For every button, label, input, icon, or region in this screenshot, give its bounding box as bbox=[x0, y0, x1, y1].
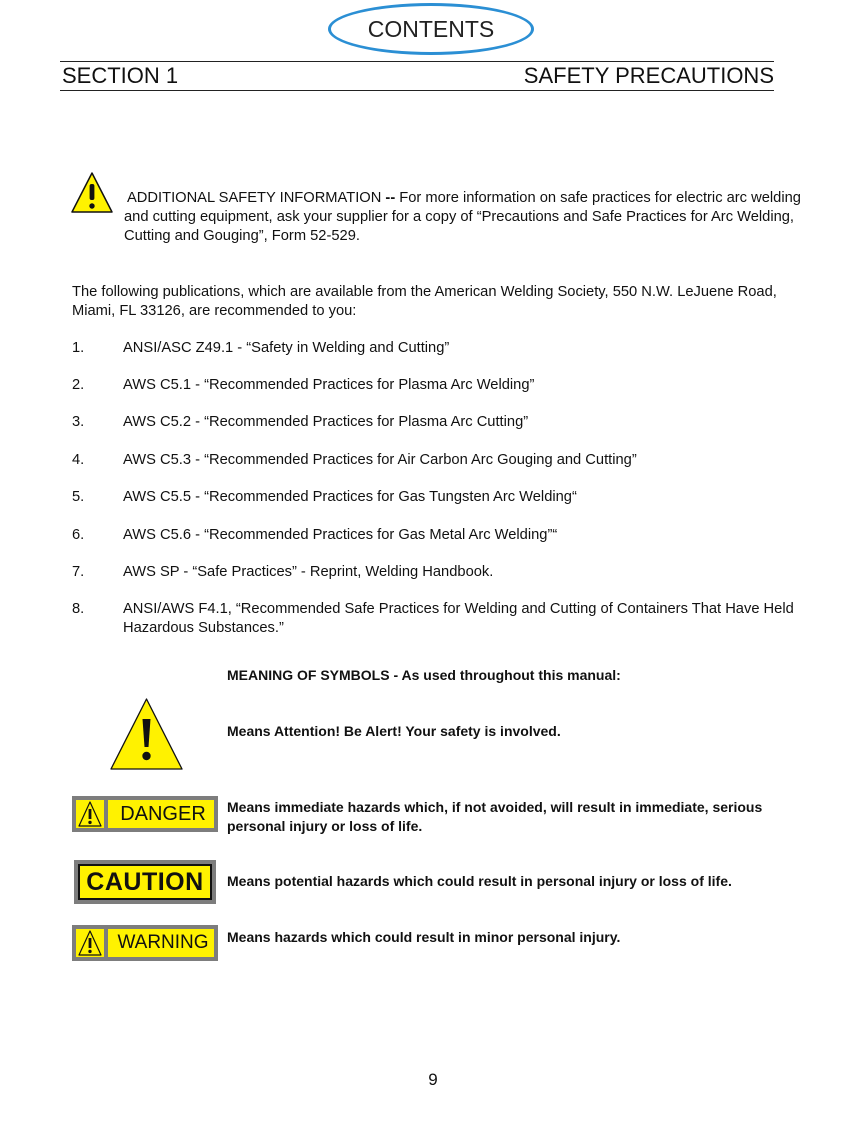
page-number: 9 bbox=[428, 1070, 438, 1089]
warning-sign-divider bbox=[104, 925, 108, 961]
list-item-number: 7. bbox=[72, 564, 85, 580]
header-bottom-rule bbox=[60, 90, 774, 91]
additional-info-lead: ADDITIONAL SAFETY INFORMATION bbox=[127, 190, 382, 206]
list-item-text: AWS SP - “Safe Practices” - Reprint, Welding Handbook. bbox=[123, 564, 494, 580]
section-title: SAFETY PRECAUTIONS bbox=[523, 63, 774, 88]
list-item-text: ANSI/ASC Z49.1 - “Safety in Welding and Cutting” bbox=[123, 340, 450, 356]
list-item-number: 3. bbox=[72, 414, 85, 430]
attention-triangle-icon bbox=[109, 697, 184, 771]
header-top-rule bbox=[60, 61, 774, 62]
section-number: SECTION 1 bbox=[62, 63, 179, 88]
contents-label: CONTENTS bbox=[367, 15, 495, 42]
danger-sign bbox=[72, 796, 218, 832]
list-item-text: AWS C5.6 - “Recommended Practices for Gas Metal Arc Welding”“ bbox=[123, 527, 558, 543]
warning-label: WARNING bbox=[117, 932, 209, 953]
contents-link[interactable] bbox=[328, 3, 534, 55]
list-item-number: 4. bbox=[72, 452, 85, 468]
warning-triangle-small-icon bbox=[78, 930, 102, 956]
danger-sign-divider bbox=[104, 796, 108, 832]
list-item-number: 2. bbox=[72, 377, 85, 393]
list-item-number: 6. bbox=[72, 527, 85, 543]
list-item-number: 1. bbox=[72, 340, 85, 356]
additional-info-body: For more information on safe practices for electric arc welding and cutting equipment, ask your supplier for a copy of “Precautions and Safe Practices for Arc Welding, Cutting and Gouging”, Form 52-529. bbox=[124, 190, 801, 244]
list-item-text: ANSI/AWS F4.1, “Recommended Safe Practices for Welding and Cutting of Containers That Have Held Hazardous Substances.” bbox=[123, 601, 794, 636]
list-item-number: 8. bbox=[72, 601, 85, 617]
list-item-text: AWS C5.2 - “Recommended Practices for Plasma Arc Cutting” bbox=[123, 414, 529, 430]
publications-intro: The following publications, which are available from the American Welding Society, 550 N.W. LeJuene Road, Miami, FL 33126, are recommended to you: bbox=[72, 284, 777, 319]
additional-safety-info bbox=[124, 189, 814, 246]
attention-description: Means Attention! Be Alert! Your safety is involved. bbox=[227, 723, 561, 739]
warning-triangle-icon bbox=[70, 171, 114, 215]
caution-description: Means potential hazards which could result in personal injury or loss of life. bbox=[227, 873, 732, 889]
danger-description: Means immediate hazards which, if not avoided, will result in immediate, serious personal injury or loss of life. bbox=[227, 799, 763, 834]
list-item-text: AWS C5.5 - “Recommended Practices for Gas Tungsten Arc Welding“ bbox=[123, 489, 577, 505]
caution-sign-background bbox=[78, 864, 212, 900]
list-item-text: AWS C5.1 - “Recommended Practices for Plasma Arc Welding” bbox=[123, 377, 535, 393]
list-item-number: 5. bbox=[72, 489, 85, 505]
danger-label: DANGER bbox=[120, 802, 206, 825]
list-item-text: AWS C5.3 - “Recommended Practices for Air Carbon Arc Gouging and Cutting” bbox=[123, 452, 637, 468]
warning-sign bbox=[72, 925, 218, 961]
danger-triangle-icon bbox=[78, 801, 102, 827]
caution-label: CAUTION bbox=[86, 867, 204, 896]
additional-info-sep: -- bbox=[381, 190, 400, 206]
symbols-heading: MEANING OF SYMBOLS - As used throughout this manual: bbox=[227, 667, 621, 683]
warning-description: Means hazards which could result in minor personal injury. bbox=[227, 929, 621, 945]
caution-sign bbox=[74, 860, 216, 904]
